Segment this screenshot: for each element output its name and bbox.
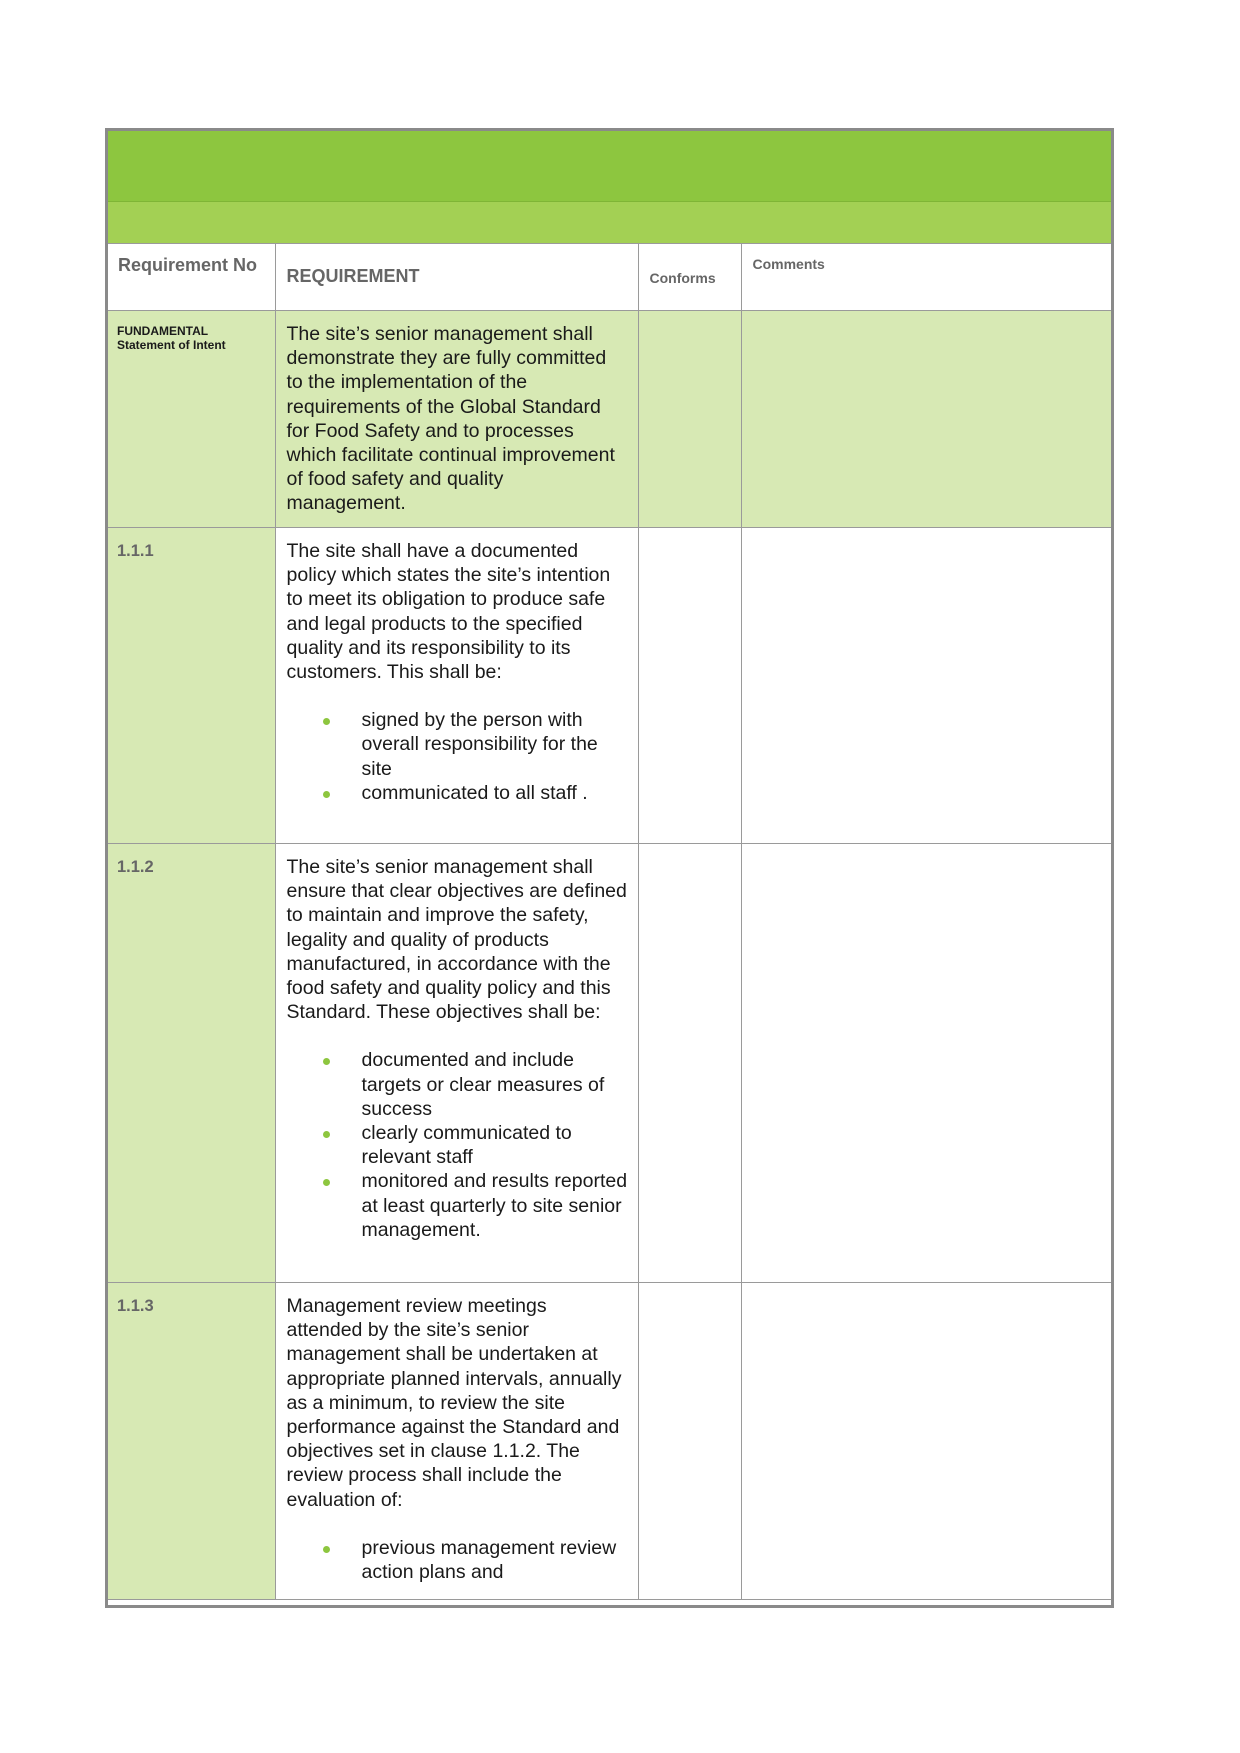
fundamental-label: FUNDAMENTAL bbox=[117, 324, 209, 338]
requirement-no-cell bbox=[108, 528, 275, 844]
conforms-cell[interactable] bbox=[638, 1283, 741, 1600]
fundamental-text-cell bbox=[275, 311, 638, 528]
requirement-bullet-list bbox=[287, 1048, 628, 1242]
table-row bbox=[108, 844, 1111, 1283]
table-row bbox=[108, 1283, 1111, 1600]
fundamental-label-cell bbox=[108, 311, 275, 528]
statement-of-intent-label: Statement of Intent bbox=[117, 338, 226, 352]
header-requirement-no: Requirement No bbox=[108, 244, 275, 311]
list-item: previous management review action plans and bbox=[362, 1536, 628, 1584]
bullet-icon bbox=[323, 791, 330, 798]
bullet-icon bbox=[323, 718, 330, 725]
requirement-text-cell bbox=[275, 528, 638, 844]
conforms-cell[interactable] bbox=[638, 528, 741, 844]
requirement-number: 1.1.2 bbox=[117, 858, 154, 876]
fundamental-text: The site’s senior management shall demonstrate they are fully committed to the implementation of the requirements of the Global Standard for Food Safety and to processes which facilitate continual improvement of food safety and quality management. bbox=[286, 323, 615, 515]
requirement-text-cell bbox=[275, 1283, 638, 1600]
bullet-icon bbox=[323, 1179, 330, 1186]
header-band-secondary bbox=[108, 201, 1111, 243]
comments-cell[interactable] bbox=[741, 844, 1111, 1283]
requirement-no-cell bbox=[108, 1283, 275, 1600]
header-comments: Comments bbox=[741, 244, 1111, 311]
fundamental-conforms-cell[interactable] bbox=[638, 311, 741, 528]
header-conforms: Conforms bbox=[638, 244, 741, 311]
conforms-cell[interactable] bbox=[638, 844, 741, 1283]
requirement-text-cell bbox=[275, 844, 638, 1283]
table-header-row bbox=[108, 244, 1111, 311]
comments-cell[interactable] bbox=[741, 528, 1111, 844]
list-item: clearly communicated to relevant staff bbox=[362, 1121, 628, 1169]
requirement-text: The site’s senior management shall ensure that clear objectives are defined to maintain and improve the safety, legality and quality of products manufactured, in accordance with the food safety and quality policy and this Standard. These objectives shall be: bbox=[286, 856, 627, 1024]
bullet-icon bbox=[323, 1131, 330, 1138]
list-item: documented and include targets or clear measures of success bbox=[362, 1048, 628, 1121]
list-item: communicated to all staff . bbox=[362, 781, 628, 805]
requirement-text: Management review meetings attended by the site’s senior management shall be undertaken at appropriate planned intervals, annually as a minimum, to review the site performance against the Standard and objectives set in clause 1.1.2. The review process shall include the evaluation of: bbox=[286, 1295, 622, 1511]
requirement-number: 1.1.3 bbox=[117, 1297, 154, 1315]
requirement-no-cell bbox=[108, 844, 275, 1283]
list-item: signed by the person with overall responsibility for the site bbox=[362, 708, 628, 781]
requirements-table bbox=[108, 243, 1111, 1600]
fundamental-row bbox=[108, 311, 1111, 528]
header-requirement: REQUIREMENT bbox=[275, 244, 638, 311]
bullet-icon bbox=[323, 1546, 330, 1553]
comments-cell[interactable] bbox=[741, 1283, 1111, 1600]
requirement-number: 1.1.1 bbox=[117, 542, 154, 560]
header-band-primary bbox=[108, 131, 1111, 201]
requirements-table-frame bbox=[105, 128, 1114, 1608]
fundamental-comments-cell[interactable] bbox=[741, 311, 1111, 528]
requirement-bullet-list bbox=[287, 708, 628, 805]
requirement-bullet-list bbox=[287, 1536, 628, 1584]
list-item: monitored and results reported at least quarterly to site senior management. bbox=[362, 1169, 628, 1242]
table-row bbox=[108, 528, 1111, 844]
requirement-text: The site shall have a documented policy which states the site’s intention to meet its obligation to produce safe and legal products to the specified quality and its responsibility to its customers. This shall be: bbox=[286, 540, 611, 684]
bullet-icon bbox=[323, 1058, 330, 1065]
